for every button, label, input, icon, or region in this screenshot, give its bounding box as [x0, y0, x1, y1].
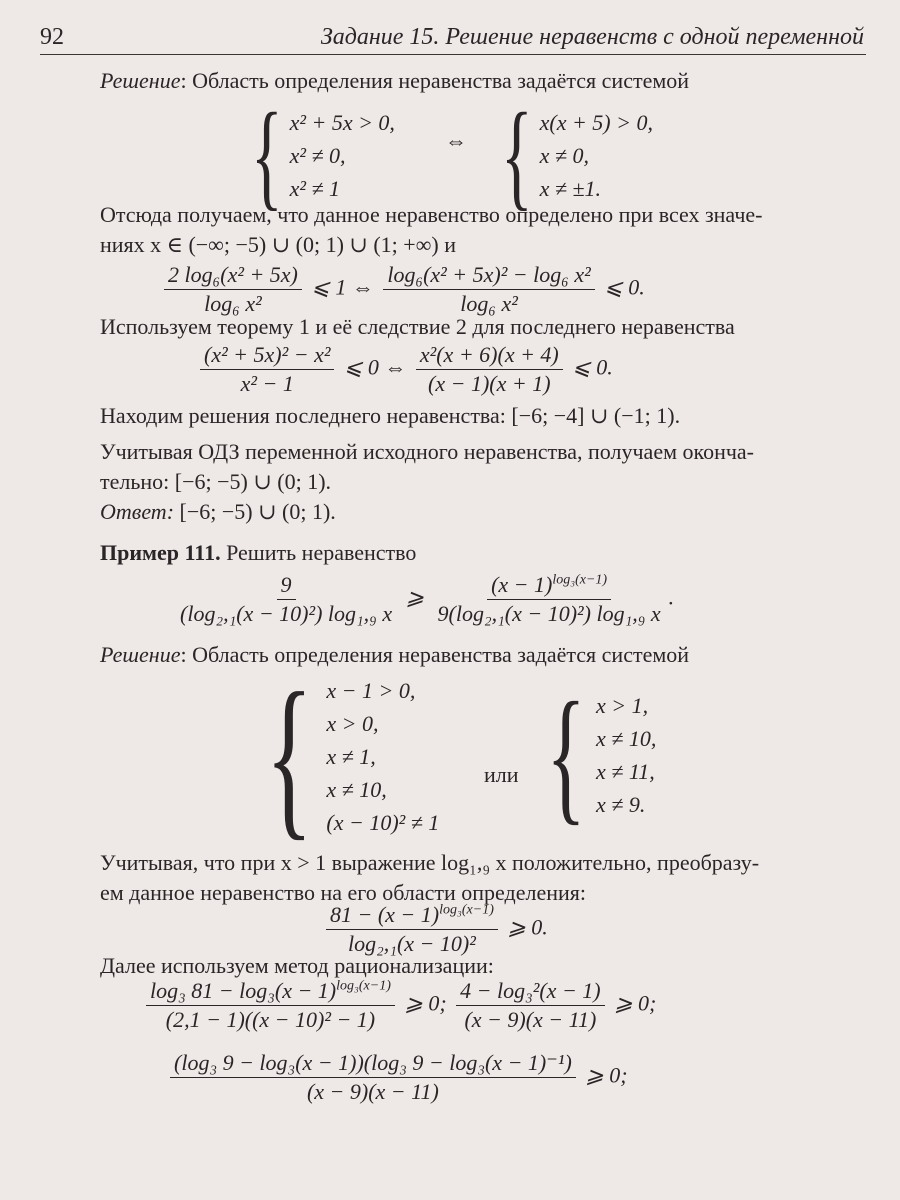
- solution-1-intro: Решение: Область определения неравенства задаётся системой: [100, 68, 690, 93]
- header-rule: [40, 54, 866, 55]
- formula-2: $\frac{\text{(x² + 5x)² − x²}}{\text{x² − 1}}$ ⩽ 0 ⇔ $\frac{\text{x²(x + 6)(x + 4)}}{(x - 1)(x + 1)}$ ⩽ 0.: [196, 342, 613, 397]
- formula-5: $\frac{\log_3 81 - \log_3(x - 1)^{log_3(x-1)}}{\text{(2,1 − 1)((x − 10)² − 1)}}$ ⩾ 0; $\frac{\text{4 − log₃²(x − 1)}}{(x - 9)(x - 11)}$ ⩾ 0;: [142, 978, 656, 1033]
- paragraph-4-line-1: Учитывая ОДЗ переменной исходного неравенства, получаем оконча-: [100, 439, 755, 464]
- page-number: 92: [40, 24, 64, 50]
- domain-system-2-simplified: { x > 1, x ≠ 10, x ≠ 11, x ≠ 9.: [546, 672, 657, 838]
- solution-2-intro: Решение: Область определения неравенства задаётся системой: [100, 642, 690, 667]
- paragraph-6: Далее используем метод рационализации:: [100, 953, 494, 978]
- equivalence-sign: ⇔: [445, 128, 467, 153]
- paragraph-1-line-2: ниях x ∈ (−∞; −5) ∪ (0; 1) ∪ (1; +∞) и: [100, 232, 456, 257]
- domain-system-2: { x − 1 > 0, x > 0, x ≠ 1, x ≠ 10, (x − 10)² ≠ 1: [265, 656, 440, 855]
- domain-system-1-simplified: { x(x + 5) > 0, x ≠ 0, x ≠ ±1.: [500, 88, 653, 221]
- paragraph-2: Используем теорему 1 и её следствие 2 для последнего неравенства: [100, 314, 735, 339]
- paragraph-5-line-2: ем данное неравенство на его области определения:: [100, 880, 586, 905]
- or-word: или: [484, 762, 519, 787]
- paragraph-1-line-1: Отсюда получаем, что данное неравенство определено при всех значе-: [100, 202, 763, 227]
- answer: Ответ: [−6; −5) ∪ (0; 1).: [100, 499, 336, 524]
- chapter-title: Задание 15. Решение неравенств с одной переменной: [320, 24, 864, 50]
- example-heading: Пример 111. Решить неравенство: [100, 540, 417, 565]
- paragraph-3: Находим решения последнего неравенства: [−6; −4] ∪ (−1; 1).: [100, 403, 681, 428]
- formula-4: $\frac{81 - (x - 1)^{log_3(x-1)}}{\text{log₂,₁(x − 10)²}}$ ⩾ 0.: [322, 902, 548, 957]
- formula-1: $\frac{\text{2 log₆(x² + 5x)}}{\text{log₆ x²}}$ ⩽ 1 ⇔ $\frac{\text{log₆(x² + 5x)² − log₆ x²}}{\text{log₆ x²}}$ ⩽ 0.: [160, 262, 645, 317]
- paragraph-5-line-1: Учитывая, что при x > 1 выражение log₁,₉ x положительно, преобразу-: [100, 850, 760, 875]
- paragraph-4-line-2: тельно: [−6; −5) ∪ (0; 1).: [100, 469, 332, 494]
- domain-system-1: { x² + 5x > 0, x² ≠ 0, x² ≠ 1: [250, 88, 395, 221]
- formula-6: $\frac{\text{(log₃ 9 − log₃(x − 1))(log₃ 9 − log₃(x − 1)⁻¹)}}{(x - 9)(x - 11)}$ ⩾ 0;: [166, 1050, 628, 1105]
- formula-3: $\frac{9}{\text{(log₂,₁(x − 10)²) log₁,₉ x}}$ ⩾ $\frac{(x - 1)^{log_3(x-1)}}{\text{9(log₂,₁(x − 10)²) log₁,₉ x}}$ .: [180, 572, 675, 626]
